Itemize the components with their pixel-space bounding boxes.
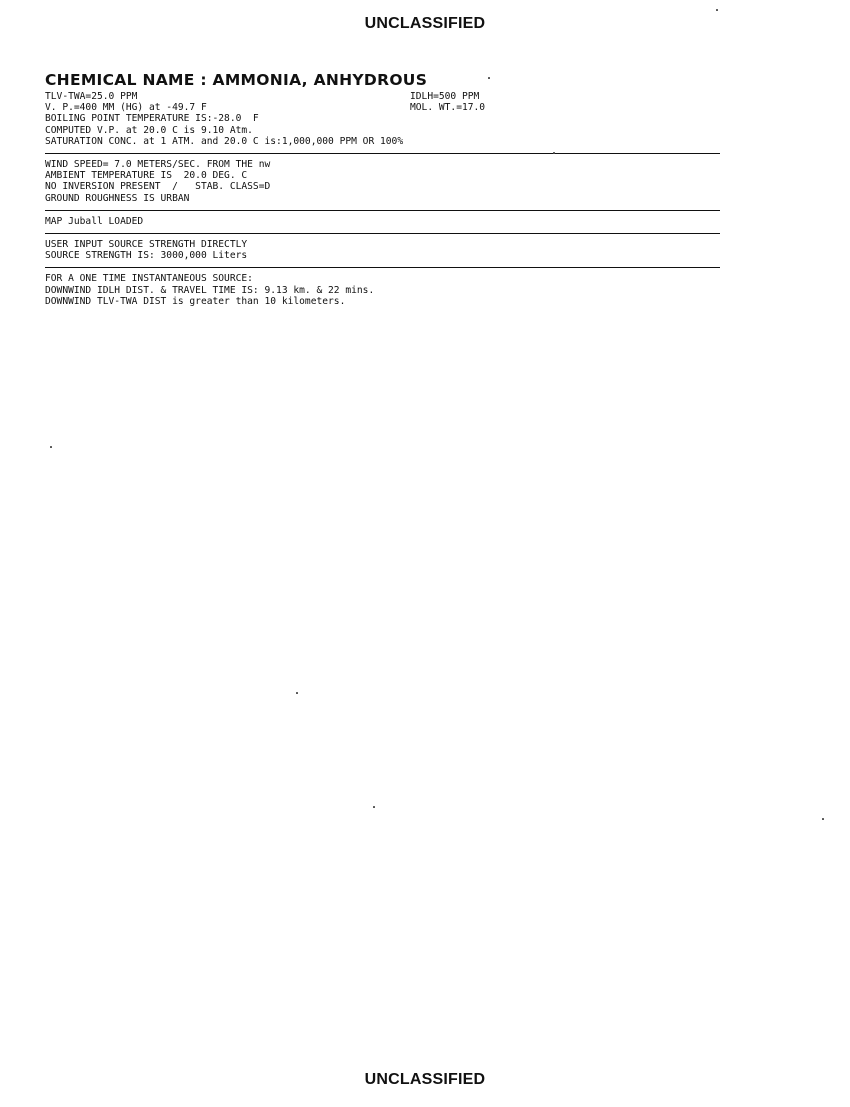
- section-divider: [45, 267, 720, 268]
- scan-speck: [822, 818, 824, 820]
- section-divider: [45, 153, 720, 154]
- source-section: [45, 239, 720, 261]
- scan-speck: [373, 806, 375, 808]
- results-section: [45, 273, 720, 307]
- idlh-value: IDLH=500 PPM: [410, 91, 480, 102]
- results-header-line: FOR A ONE TIME INSTANTANEOUS SOURCE:: [45, 273, 253, 285]
- properties-row-1: [45, 91, 720, 102]
- chemical-name-heading: CHEMICAL NAME : AMMONIA, ANHYDROUS: [45, 71, 428, 89]
- classification-footer: UNCLASSIFIED: [364, 1071, 486, 1088]
- section-divider: [45, 210, 720, 211]
- boiling-point-value: BOILING POINT TEMPERATURE IS:-28.0 F: [45, 113, 259, 125]
- scan-speck: [553, 152, 555, 154]
- idlh-distance-line: DOWNWIND IDLH DIST. & TRAVEL TIME IS: 9.13 km. & 22 mins.: [45, 284, 375, 296]
- properties-row-2: [45, 102, 720, 113]
- source-strength-line: SOURCE STRENGTH IS: 3000,000 Liters: [45, 250, 248, 262]
- classification-header: UNCLASSIFIED: [364, 15, 486, 32]
- computed-vp-value: COMPUTED V.P. at 20.0 C is 9.10 Atm.: [45, 124, 253, 136]
- tlv-twa-value: TLV-TWA=25.0 PPM: [45, 91, 138, 102]
- weather-section: [45, 159, 720, 204]
- saturation-value: SATURATION CONC. at 1 ATM. and 20.0 C is:1,000,000 PPM OR 100%: [45, 135, 404, 147]
- ambient-temperature-line: AMBIENT TEMPERATURE IS 20.0 DEG. C: [45, 170, 248, 182]
- vapor-pressure-value: V. P.=400 MM (HG) at -49.7 F: [45, 102, 207, 114]
- ground-roughness-line: GROUND ROUGHNESS IS URBAN: [45, 192, 190, 204]
- scan-speck: [50, 446, 52, 448]
- properties-section: [45, 91, 720, 147]
- section-divider: [45, 233, 720, 234]
- scan-speck: [716, 9, 718, 11]
- mol-wt-value: MOL. WT.=17.0: [410, 102, 486, 114]
- tlv-distance-line: DOWNWIND TLV-TWA DIST is greater than 10 kilometers.: [45, 295, 346, 307]
- map-status-line: MAP Juball LOADED: [45, 215, 144, 227]
- scan-speck: [296, 692, 298, 694]
- inversion-line: NO INVERSION PRESENT / STAB. CLASS=D: [45, 181, 271, 193]
- map-section: [45, 216, 720, 227]
- wind-speed-line: WIND SPEED= 7.0 METERS/SEC. FROM THE nw: [45, 159, 271, 171]
- chemical-report: [45, 69, 720, 307]
- scan-speck: [488, 77, 490, 79]
- source-input-mode-line: USER INPUT SOURCE STRENGTH DIRECTLY: [45, 239, 248, 251]
